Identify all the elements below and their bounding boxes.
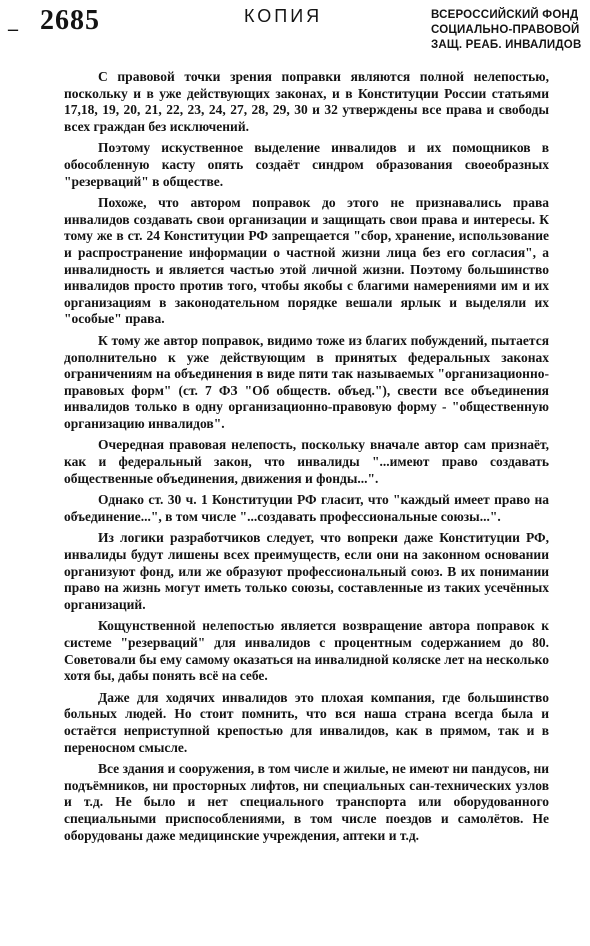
- organization-line: СОЦИАЛЬНО-ПРАВОВОЙ: [431, 24, 580, 36]
- organization-line: ВСЕРОССИЙСКИЙ ФОНД: [431, 9, 579, 21]
- paragraph: Все здания и сооружения, в том числе и жилые, не имеют ни пандусов, ни подъёмников, ни просторных лифтов, ни специальных сан-технических узлов и т.д. Не было и нет специального транспорта или оборудованного специальными приспособлениями, в том числе поездов и самолётов. Не оборудованы даже медицинские учреждения, аптеки и т.д.: [64, 761, 549, 843]
- document-body: [64, 69, 549, 849]
- copy-stamp: КОПИЯ: [244, 6, 323, 26]
- paragraph: Очередная правовая нелепость, поскольку вначале автор сам признаёт, как и федеральный закон, что инвалиды "...имеют право создавать общественные объединения, движения и фонды...".: [64, 437, 549, 486]
- organization-stamp: [431, 8, 589, 53]
- paragraph: Похоже, что автором поправок до этого не признавались права инвалидов создавать свои организации и защищать свои права и интересы. К тому же в ст. 24 Конституции РФ запрещается "сбор, хранение, использование и распространение информации о частной жизни лица без его согласия", а инвалидность и является частью этой личной жизни. Поэтому большинство инвалидов просто против того, чтобы якобы с благими намерениями им и их организациям в законодательном порядке вешали ярлык и выделяли их "особые" права.: [64, 195, 549, 327]
- margin-dash-mark: –: [8, 18, 18, 40]
- organization-line: ЗАЩ. РЕАБ. ИНВАЛИДОВ: [431, 39, 582, 51]
- paragraph: Кощунственной нелепостью является возвращение автора поправок к системе "резерваций" для инвалидов с процентным содержанием до 80. Советовали бы ему самому оказаться на инвалидной коляске лет на несколько хотя бы, дабы понять всё на себе.: [64, 618, 549, 684]
- paragraph: С правовой точки зрения поправки являются полной нелепостью, поскольку и в уже действующих законах, и в Конституции России статьями 17,18, 19, 20, 21, 22, 23, 24, 27, 28, 29, 30 и 32 утверждены все права и свободы всех граждан без исключений.: [64, 69, 549, 134]
- paragraph: К тому же автор поправок, видимо тоже из благих побуждений, пытается дополнительно к уже действующим в принятых федеральных законах ограничениям на объединения в виде пяти так называемых "организационно-правовых форм" (ст. 7 ФЗ "Об обществ. объед."), свести все объединения инвалидов только в одну организационно-правовую форму - "общественную организацию инвалидов".: [64, 332, 549, 431]
- paragraph: Из логики разработчиков следует, что вопреки даже Конституции РФ, инвалиды будут лишены всех преимуществ, если они на законном основании организуют фонд, или же образуют профессиональный союз. В их понимании право на жизнь могут иметь только союзы, составленные из таких усечённых организаций.: [64, 530, 549, 612]
- paragraph: Однако ст. 30 ч. 1 Конституции РФ гласит, что "каждый имеет право на объединение...", в том числе "...создавать профессиональные союзы...".: [64, 492, 549, 524]
- paragraph: Даже для ходячих инвалидов это плохая компания, где большинство больных людей. Но стоит помнить, что вся наша страна всегда была и остаётся неприступной крепостью для инвалидов, как в прямом, так и в переносном смысле.: [64, 689, 549, 755]
- paragraph: Поэтому искуственное выделение инвалидов и их помощников в обособленную касту опять создаёт синдром образования своеобразных "резерваций" в обществе.: [64, 140, 549, 189]
- document-number: 2685: [40, 5, 100, 36]
